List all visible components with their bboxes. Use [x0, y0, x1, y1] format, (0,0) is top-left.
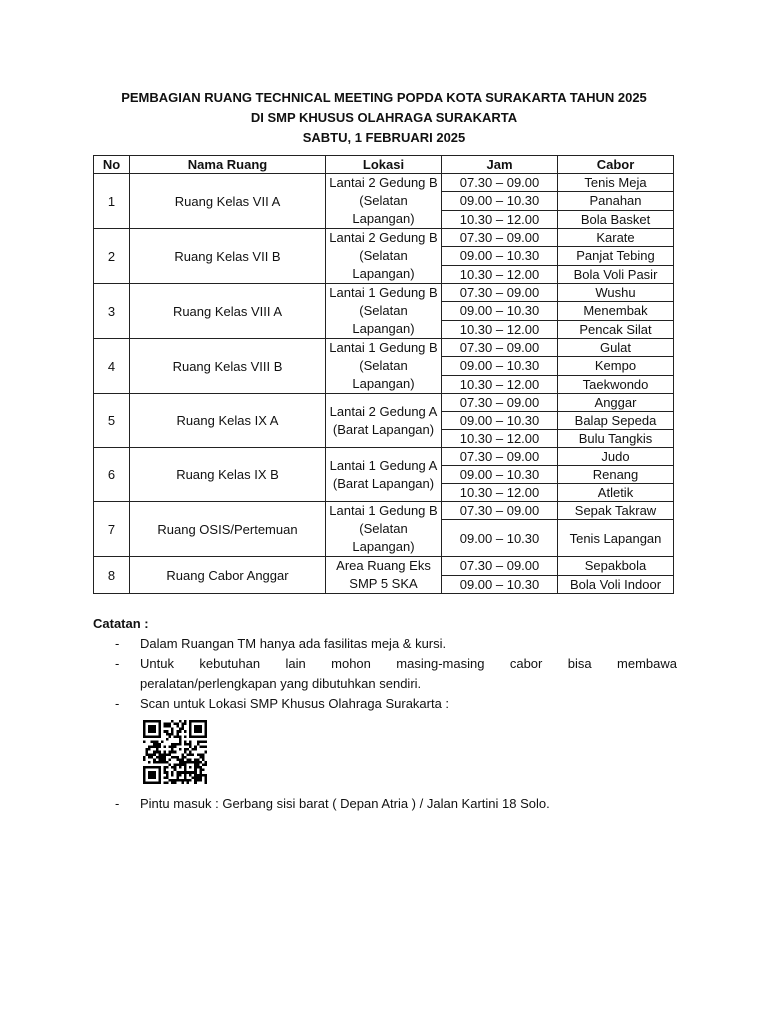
- cell-no: 1: [94, 174, 130, 229]
- cell-jam: 07.30 – 09.00: [442, 284, 558, 302]
- note-bullet: -: [115, 636, 120, 651]
- cell-jam: 09.00 – 10.30: [442, 247, 558, 265]
- schedule-table: [93, 155, 674, 594]
- table-row: [94, 448, 674, 466]
- cell-cabor: Taekwondo: [558, 375, 674, 393]
- note-item: [93, 694, 677, 714]
- cell-cabor: Tenis Meja: [558, 174, 674, 192]
- cell-cabor: Menembak: [558, 302, 674, 320]
- cell-jam: 09.00 – 10.30: [442, 302, 558, 320]
- cell-cabor: Pencak Silat: [558, 320, 674, 338]
- cell-jam: 09.00 – 10.30: [442, 412, 558, 430]
- note-bullet: -: [115, 796, 120, 811]
- cell-nama-ruang: Ruang Kelas VIII B: [130, 339, 326, 394]
- cell-lokasi: Lantai 2 Gedung B (Selatan Lapangan): [326, 174, 442, 229]
- cell-jam: 09.00 – 10.30: [442, 575, 558, 594]
- cell-lokasi: Lantai 1 Gedung A (Barat Lapangan): [326, 448, 442, 502]
- cell-jam: 10.30 – 12.00: [442, 320, 558, 338]
- cell-cabor: Balap Sepeda: [558, 412, 674, 430]
- cell-no: 2: [94, 229, 130, 284]
- cell-no: 8: [94, 557, 130, 594]
- table-row: [94, 557, 674, 576]
- note-item: [93, 634, 677, 654]
- column-header-nama-ruang: Nama Ruang: [130, 156, 326, 174]
- cell-nama-ruang: Ruang OSIS/Pertemuan: [130, 502, 326, 557]
- column-header-no: No: [94, 156, 130, 174]
- cell-nama-ruang: Ruang Kelas VIII A: [130, 284, 326, 339]
- note-text-line: Untuk kebutuhan lain mohon masing-masing cabor bisa membawa: [140, 656, 677, 671]
- document-header: [0, 88, 768, 148]
- table-row: [94, 229, 674, 247]
- cell-lokasi: Lantai 2 Gedung B (Selatan Lapangan): [326, 229, 442, 284]
- cell-jam: 10.30 – 12.00: [442, 484, 558, 502]
- cell-jam: 07.30 – 09.00: [442, 339, 558, 357]
- cell-lokasi: Lantai 1 Gedung B (Selatan Lapangan): [326, 502, 442, 557]
- cell-no: 6: [94, 448, 130, 502]
- cell-lokasi: Lantai 2 Gedung A (Barat Lapangan): [326, 394, 442, 448]
- cell-jam: 07.30 – 09.00: [442, 229, 558, 247]
- note-bullet: -: [115, 696, 120, 711]
- cell-nama-ruang: Ruang Kelas VII B: [130, 229, 326, 284]
- cell-jam: 10.30 – 12.00: [442, 430, 558, 448]
- header-title: PEMBAGIAN RUANG TECHNICAL MEETING POPDA KOTA SURAKARTA TAHUN 2025: [121, 90, 647, 105]
- cell-jam: 07.30 – 09.00: [442, 174, 558, 192]
- cell-cabor: Bola Voli Indoor: [558, 575, 674, 594]
- notes-title: Catatan :: [93, 616, 149, 631]
- cell-cabor: Karate: [558, 229, 674, 247]
- cell-no: 3: [94, 284, 130, 339]
- cell-jam: 07.30 – 09.00: [442, 502, 558, 520]
- notes-section: [93, 614, 677, 814]
- cell-cabor: Atletik: [558, 484, 674, 502]
- cell-no: 7: [94, 502, 130, 557]
- cell-no: 5: [94, 394, 130, 448]
- cell-cabor: Kempo: [558, 357, 674, 375]
- qr-code-icon: [143, 720, 207, 784]
- cell-jam: 10.30 – 12.00: [442, 265, 558, 283]
- cell-cabor: Gulat: [558, 339, 674, 357]
- cell-jam: 10.30 – 12.00: [442, 375, 558, 393]
- note-text-line: peralatan/perlengkapan yang dibutuhkan sendiri.: [140, 676, 422, 691]
- cell-cabor: Renang: [558, 466, 674, 484]
- cell-cabor: Sepakbola: [558, 557, 674, 576]
- note-text: Dalam Ruangan TM hanya ada fasilitas meja & kursi.: [140, 636, 447, 651]
- cell-nama-ruang: Ruang Kelas IX B: [130, 448, 326, 502]
- column-header-cabor: Cabor: [558, 156, 674, 174]
- cell-jam: 07.30 – 09.00: [442, 394, 558, 412]
- cell-no: 4: [94, 339, 130, 394]
- cell-cabor: Bola Basket: [558, 210, 674, 228]
- cell-jam: 09.00 – 10.30: [442, 520, 558, 557]
- cell-lokasi: Lantai 1 Gedung B (Selatan Lapangan): [326, 284, 442, 339]
- note-item: [93, 794, 677, 814]
- cell-cabor: Panjat Tebing: [558, 247, 674, 265]
- cell-jam: 07.30 – 09.00: [442, 557, 558, 576]
- cell-nama-ruang: Ruang Kelas VII A: [130, 174, 326, 229]
- cell-cabor: Tenis Lapangan: [558, 520, 674, 557]
- table-row: [94, 394, 674, 412]
- cell-nama-ruang: Ruang Kelas IX A: [130, 394, 326, 448]
- cell-lokasi: Lantai 1 Gedung B (Selatan Lapangan): [326, 339, 442, 394]
- header-date: SABTU, 1 FEBRUARI 2025: [302, 130, 466, 145]
- cell-cabor: Bola Voli Pasir: [558, 265, 674, 283]
- cell-cabor: Anggar: [558, 394, 674, 412]
- header-venue: DI SMP KHUSUS OLAHRAGA SURAKARTA: [250, 110, 518, 125]
- cell-jam: 10.30 – 12.00: [442, 210, 558, 228]
- note-bullet: -: [115, 656, 120, 671]
- column-header-lokasi: Lokasi: [326, 156, 442, 174]
- table-row: [94, 174, 674, 192]
- cell-cabor: Panahan: [558, 192, 674, 210]
- cell-cabor: Sepak Takraw: [558, 502, 674, 520]
- cell-jam: 09.00 – 10.30: [442, 466, 558, 484]
- table-row: [94, 284, 674, 302]
- column-header-jam: Jam: [442, 156, 558, 174]
- schedule-table-body: [94, 174, 674, 594]
- cell-jam: 09.00 – 10.30: [442, 357, 558, 375]
- note-item: [93, 654, 677, 694]
- table-header-row: [94, 156, 674, 174]
- table-row: [94, 502, 674, 520]
- cell-cabor: Judo: [558, 448, 674, 466]
- table-row: [94, 339, 674, 357]
- cell-cabor: Wushu: [558, 284, 674, 302]
- cell-jam: 07.30 – 09.00: [442, 448, 558, 466]
- cell-jam: 09.00 – 10.30: [442, 192, 558, 210]
- cell-lokasi: Area Ruang Eks SMP 5 SKA: [326, 557, 442, 594]
- cell-nama-ruang: Ruang Cabor Anggar: [130, 557, 326, 594]
- note-text: Pintu masuk : Gerbang sisi barat ( Depan Atria ) / Jalan Kartini 18 Solo.: [140, 796, 550, 811]
- note-text: Scan untuk Lokasi SMP Khusus Olahraga Surakarta :: [140, 696, 450, 711]
- cell-cabor: Bulu Tangkis: [558, 430, 674, 448]
